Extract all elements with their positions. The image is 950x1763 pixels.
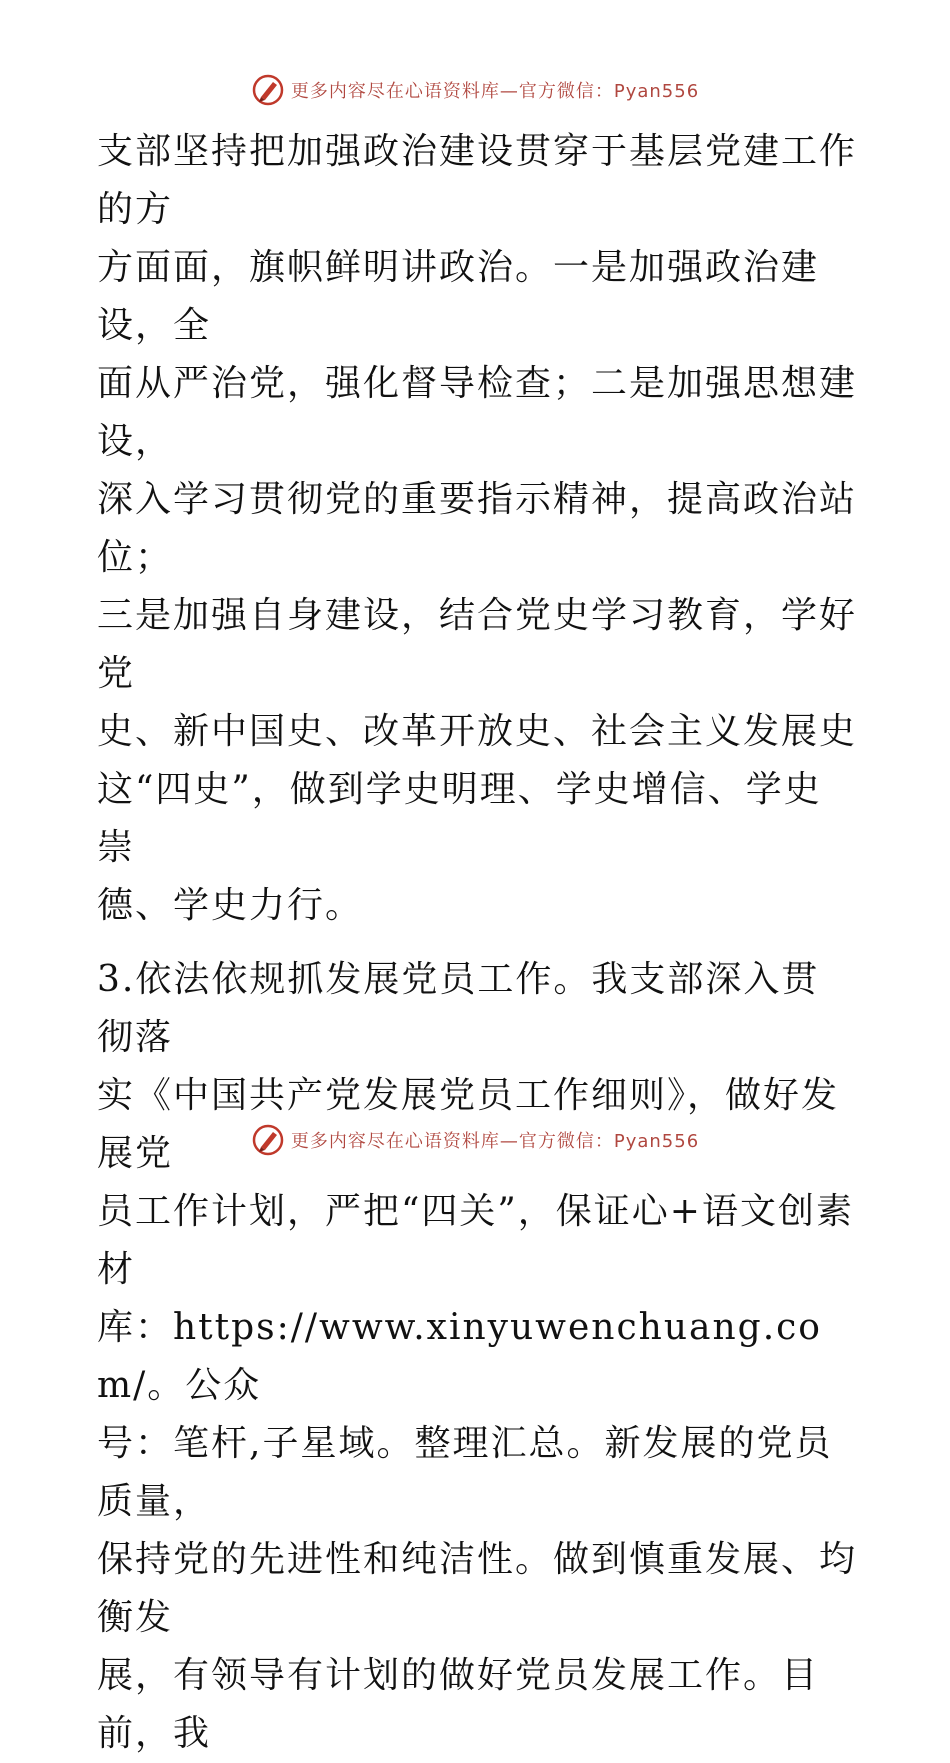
text-line: 方面面，旗帜鲜明讲政治。一是加强政治建设，全: [97, 247, 820, 346]
footer-banner: [0, 1120, 950, 1160]
text-line: 实《中国共产党发展党员工作细则》，做好发展党: [97, 1075, 840, 1174]
document-body: [97, 123, 857, 1763]
text-line: 这“四史”，做到学史明理、学史增信、学史崇: [97, 769, 822, 868]
text-line: 3.依法依规抓发展党员工作。我支部深入贯彻落: [97, 959, 820, 1058]
text-line: 库：https://www.xinyuwenchuang.com/。公众: [97, 1307, 822, 1406]
text-line: 史、新中国史、改革开放史、社会主义发展史: [97, 711, 858, 752]
text-line: 展，有领导有计划的做好党员发展工作。目前，我: [97, 1655, 820, 1754]
text-line: 保持党的先进性和纯洁性。做到慎重发展、均衡发: [97, 1539, 858, 1638]
text-line: 号：笔杆,子星域。整理汇总。新发展的党员质量，: [97, 1423, 833, 1522]
pen-logo-icon: [251, 1123, 285, 1157]
header-banner: [0, 70, 950, 110]
header-banner-text: 更多内容尽在心语资料库—官方微信：Pyan556: [290, 81, 700, 102]
pen-logo-icon: [251, 73, 285, 107]
text-line: 德、学史力行。: [97, 885, 364, 926]
footer-banner-text: 更多内容尽在心语资料库—官方微信：Pyan556: [290, 1131, 700, 1152]
text-line: 员工作计划，严把“四关”，保证心+语文创素材: [97, 1191, 854, 1290]
text-line: 面从严治党，强化督导检查；二是加强思想建设，: [97, 363, 858, 462]
text-line: 支部坚持把加强政治建设贯穿于基层党建工作的方: [97, 131, 858, 230]
text-line: 三是加强自身建设，结合党史学习教育，学好党: [97, 595, 858, 694]
text-line: 深入学习贯彻党的重要指示精神，提高政治站位；: [97, 479, 858, 578]
